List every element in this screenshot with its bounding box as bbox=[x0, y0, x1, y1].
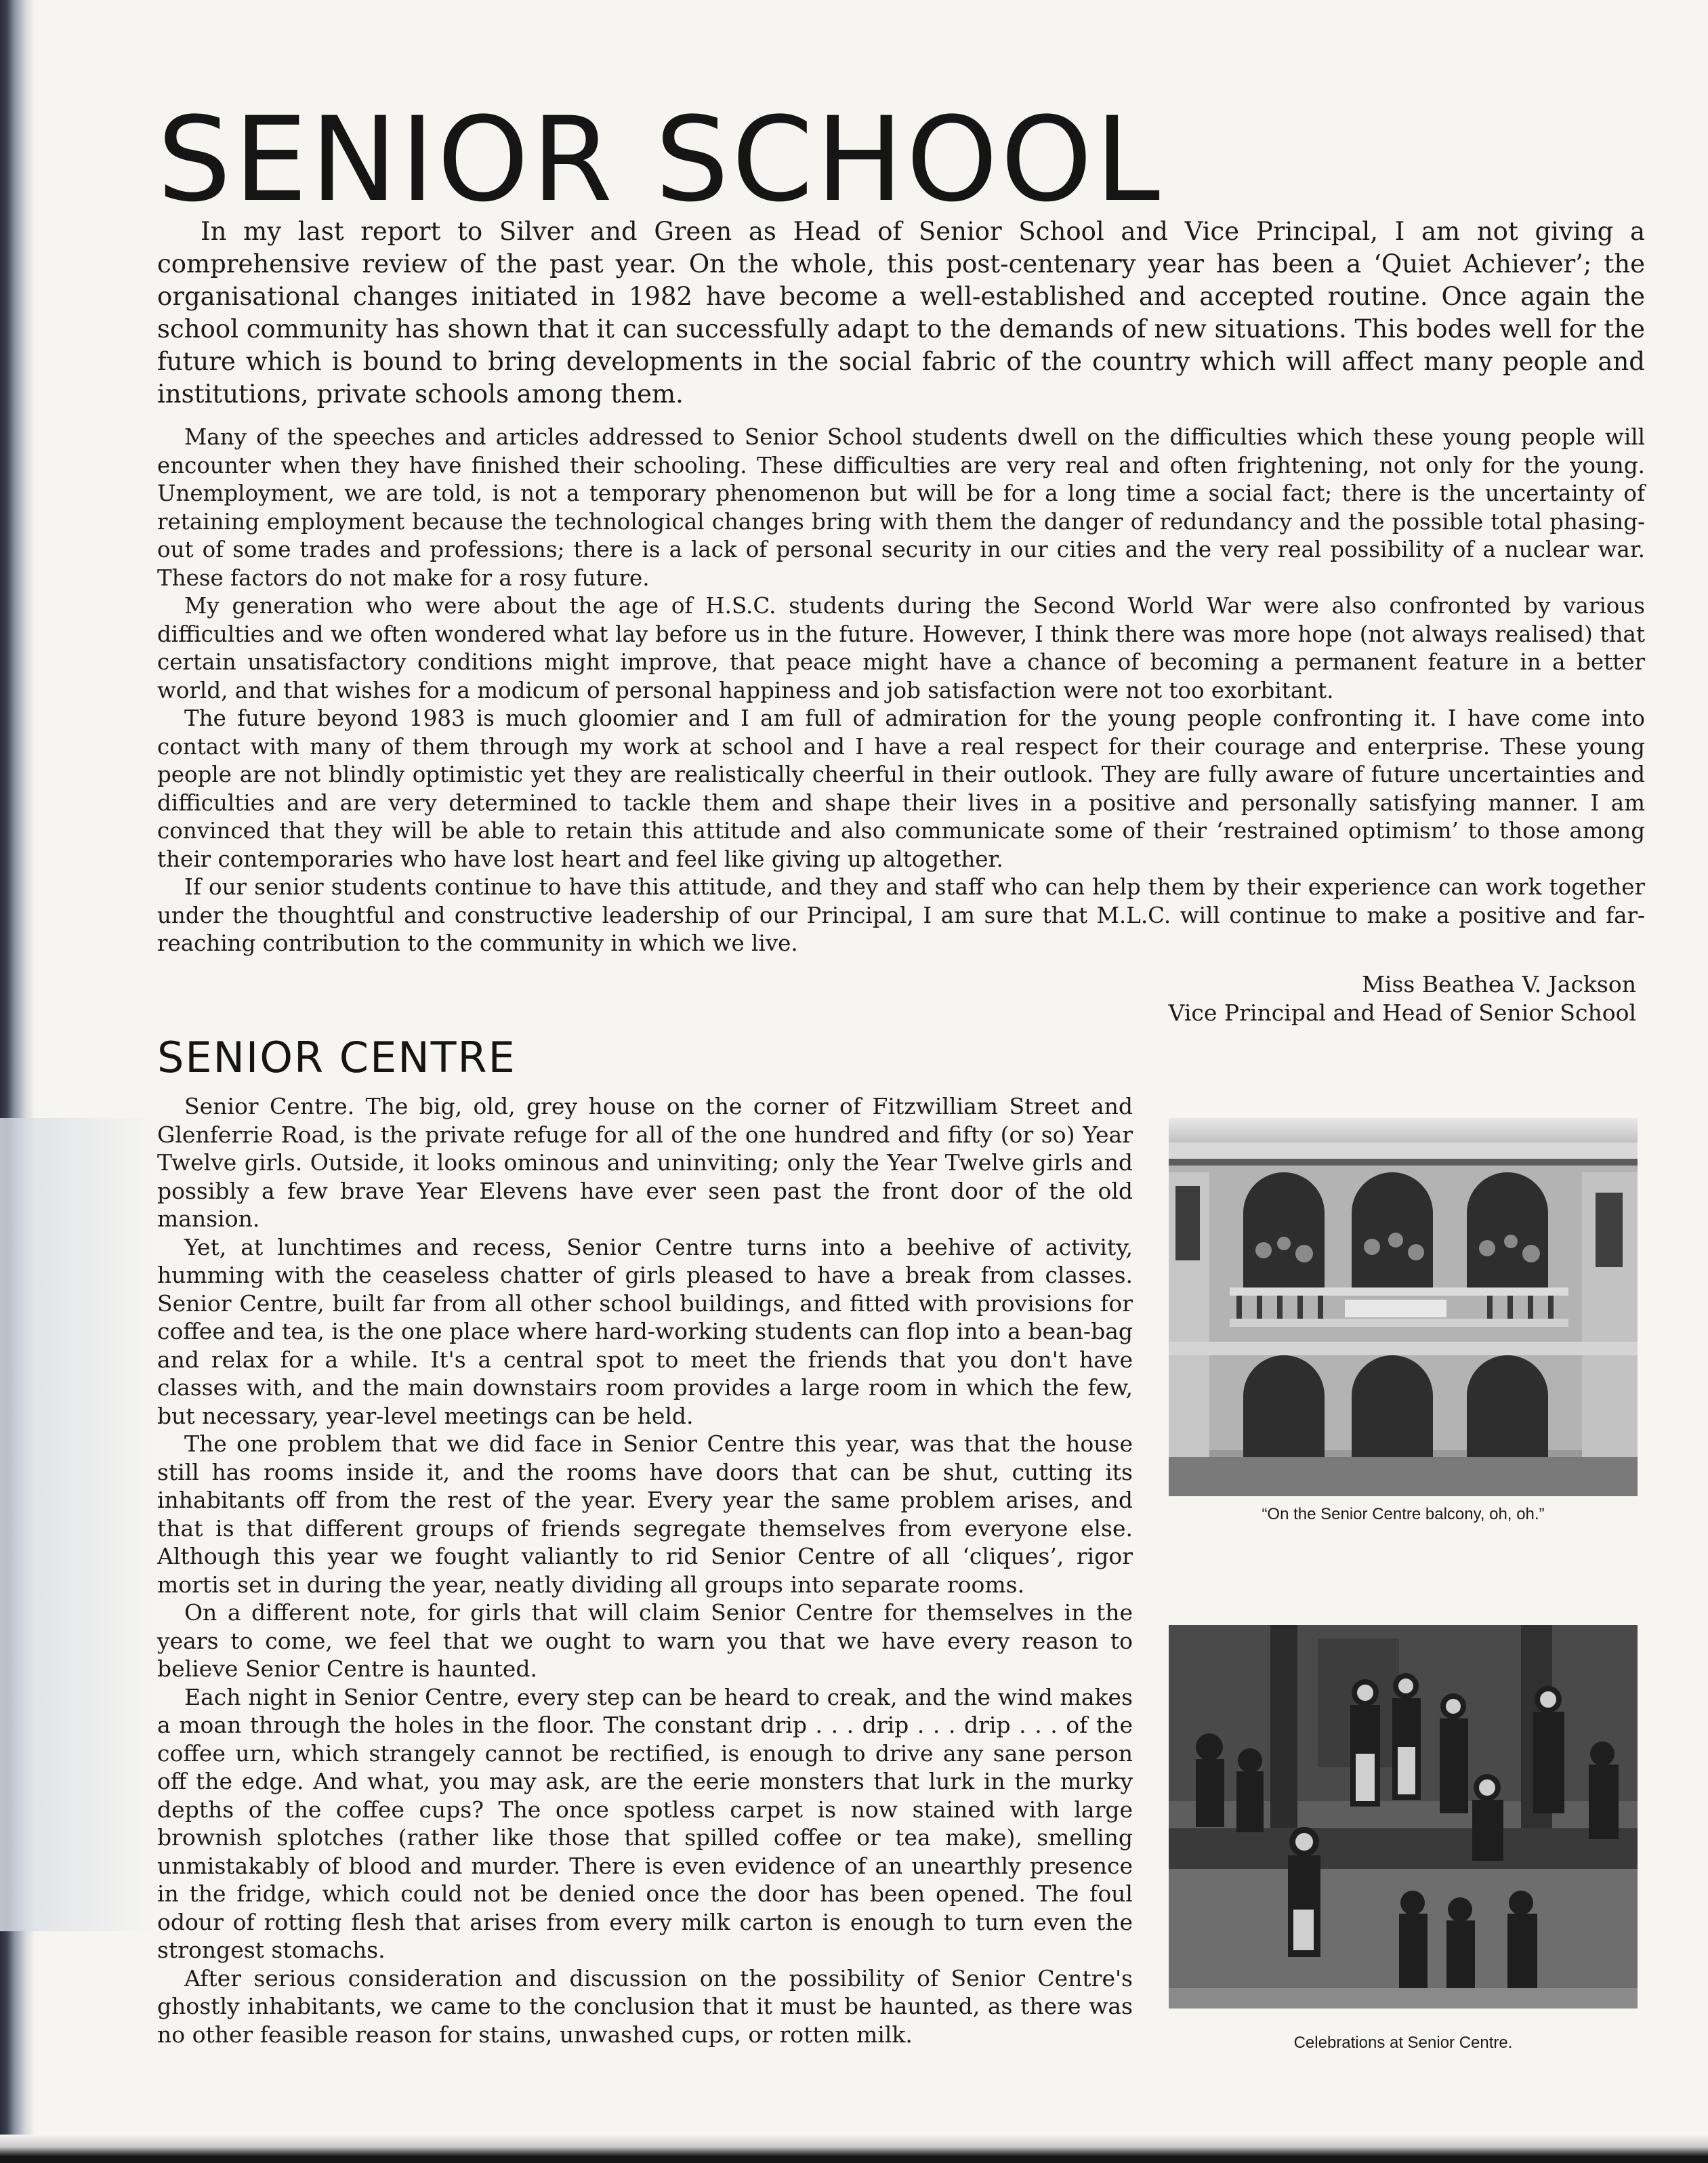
scan-fade bbox=[0, 1118, 156, 1931]
page-title: SENIOR SCHOOL bbox=[157, 91, 1163, 228]
article-paragraph: Each night in Senior Centre, every step can be heard to creak, and the wind makes a moan through the holes in the floor. The constant drip . . . drip . . . drip . . . of the coffee urn, which strangely cannot be rectified, is enough to drive any sane person off the edge. And what, you may ask, are the eerie monsters that lurk in the murky depths of the coffee cups? The once spotless carpet is now stained with large brownish splotches (rather like those that spilled coffee or tea make), smelling unmistakably of blood and murder. There is even evidence of an unearthly presence in the fridge, which could not be denied once the door has been opened. The foul odour of rotting flesh that arises from every milk carton is enough to turn even the strongest stomachs. bbox=[157, 1683, 1133, 1963]
signature-role: Vice Principal and Head of Senior School bbox=[1168, 1000, 1636, 1026]
celebrations-photo bbox=[1169, 1625, 1638, 2009]
section-title: SENIOR CENTRE bbox=[157, 1033, 516, 1082]
report-paragraph: The future beyond 1983 is much gloomier and I am full of admiration for the young people confronting it. I have come into contact with many of them through my work at school and I have a real respect for their courage and enterprise. These young people are not blindly optimistic yet they are realistically cheerful in their outlook. They are fully aware of future uncertainties and difficulties and are very determined to tackle them and shape their lives in a positive and personally satisfying manner. I am convinced that they will be able to retain this attitude and also communicate some of their ‘restrained optimism’ to those among their contemporaries who have lost heart and feel like giving up altogether. bbox=[157, 705, 1645, 872]
article-paragraph: Yet, at lunchtimes and recess, Senior Centre turns into a beehive of activity, humming with the ceaseless chatter of girls pleased to have a break from classes. Senior Centre, built far from all other school buildings, and fitted with provisions for coffee and tea, is the one place where hard-working students can flop into a bean-bag and relax for a while. It's a central spot to meet the friends that you don't have classes with, and the main downstairs room provides a large room in which the few, but necessary, year-level meetings can be held. bbox=[157, 1233, 1133, 1429]
report-paragraph: My generation who were about the age of H.S.C. students during the Second World War were also confronted by various difficulties and we often wondered what lay before us in the future. However, I think there was more hope (not always realised) that certain unsatisfactory conditions might improve, that peace might have a chance of becoming a permanent feature in a better world, and that wishes for a modicum of personal happiness and job satisfaction were not too exorbitant. bbox=[157, 593, 1645, 703]
article-paragraph: After serious consideration and discussion on the possibility of Senior Centre's ghostly inhabitants, we came to the conclusion that it must be haunted, as there was no other feasible reason for stains, unwashed cups, or rotten milk. bbox=[157, 1964, 1133, 2048]
report-body bbox=[157, 424, 1645, 958]
report-paragraph: Many of the speeches and articles addressed to Senior School students dwell on the difficulties which these young people will encounter when they have finished their schooling. These difficulties are very real and often frightening, not only for the young. Unemployment, we are told, is not a temporary phenomenon but will be for a long time a social fact; there is the uncertainty of retaining employment because the technological changes bring with them the danger of redundancy and the possible total phasing-out of some trades and professions; there is a lack of personal security in our cities and the very real possibility of a nuclear war. These factors do not make for a rosy future. bbox=[157, 424, 1645, 591]
article-paragraph: Senior Centre. The big, old, grey house on the corner of Fitzwilliam Street and Glenferrie Road, is the private refuge for all of the one hundred and fifty (or so) Year Twelve girls. Outside, it looks ominous and uninviting; only the Year Twelve girls and possibly a few brave Year Elevens have ever seen past the front door of the old mansion. bbox=[157, 1093, 1133, 1232]
report-paragraph: If our senior students continue to have this attitude, and they and staff who can help them by their experience can work together under the thoughtful and constructive leadership of our Principal, I am sure that M.L.C. will continue to make a positive and far-reaching contribution to the community in which we live. bbox=[157, 874, 1645, 956]
intro-paragraph: In my last report to Silver and Green as Head of Senior School and Vice Principal, I am not giving a comprehensive review of the past year. On the whole, this post-centenary year has been a ‘Quiet Achiever’; the organisational changes initiated in 1982 have become a well-established and accepted routine. Once again the school community has shown that it can successfully adapt to the demands of new situations. This bodes well for the future which is bound to bring developments in the social fabric of the country which will affect many people and institutions, private schools among them. bbox=[157, 217, 1645, 409]
senior-centre-article bbox=[157, 1092, 1133, 2048]
page-bottom-edge bbox=[0, 2135, 1708, 2163]
balcony-photo bbox=[1169, 1118, 1638, 1496]
photo-caption: Celebrations at Senior Centre. bbox=[1293, 2034, 1513, 2052]
signature-block bbox=[1084, 970, 1636, 1027]
photo-caption: “On the Senior Centre balcony, oh, oh.” bbox=[1262, 1505, 1545, 1523]
article-paragraph: The one problem that we did face in Senior Centre this year, was that the house still has rooms inside it, and the rooms have doors that can be shut, cutting its inhabitants off from the rest of the year. Every year the same problem arises, and that is that different groups of friends segregate themselves from everyone else. Although this year we fought valiantly to rid Senior Centre of all ‘cliques’, rigor mortis set in during the year, neatly dividing all groups into separate rooms. bbox=[157, 1430, 1133, 1598]
signature-name: Miss Beathea V. Jackson bbox=[1362, 971, 1636, 997]
article-paragraph: On a different note, for girls that will claim Senior Centre for themselves in the years to come, we feel that we ought to warn you that we have every reason to believe Senior Centre is haunted. bbox=[157, 1599, 1133, 1682]
